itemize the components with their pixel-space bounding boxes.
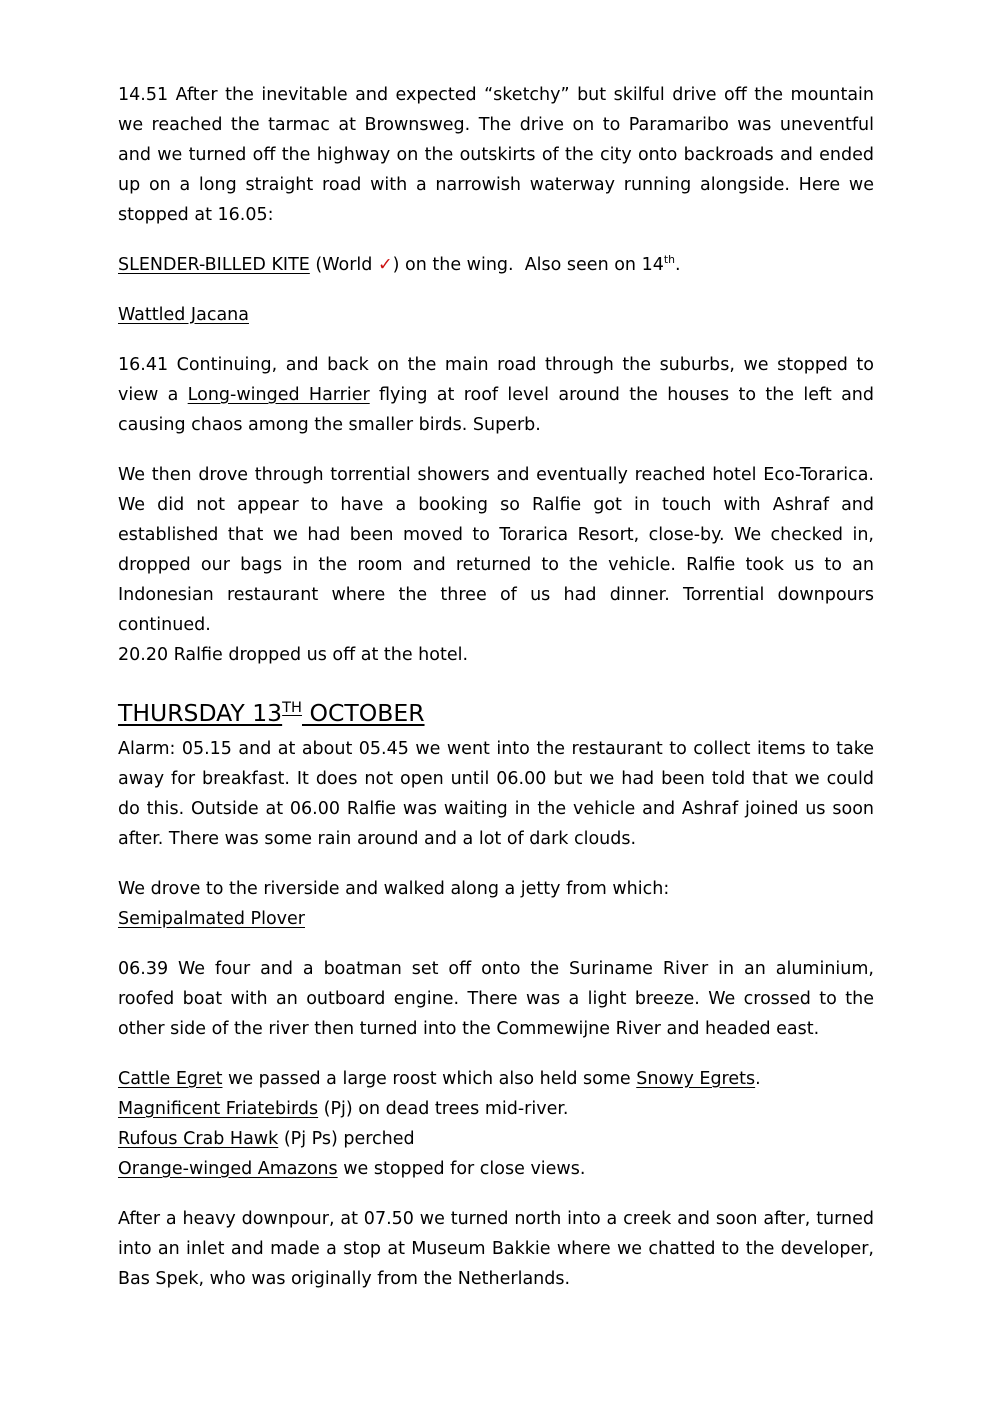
- text-run: we stopped for close views.: [337, 1159, 586, 1179]
- para-0639-boat: [118, 954, 874, 1044]
- para-riverside-jetty: [118, 874, 874, 904]
- text-run: Alarm: 05.15 and at about 05.45 we went into the restaurant to collect items to take away for breakfast. It does not open until 06.00 but we had been told that we could do this. Outside at 06.00 Ralfie was waiting in the vehicle and Ashraf joined us soon after. There was some rain around and a lot of dark clouds.: [118, 739, 874, 849]
- para-magnificent-friatebirds: [118, 1094, 874, 1124]
- text-run: ) on the wing. Also seen on 14: [392, 255, 664, 275]
- text-run: (World: [309, 255, 378, 275]
- checkmark-icon: ✓: [377, 255, 393, 275]
- text-run: th: [663, 253, 675, 267]
- text-run: 06.39 We four and a boatman set off onto the Suriname River in an aluminium, roofed boat with an outboard engine. There was a light breeze. We crossed to the other side of the river then turned into the Commewijne River and headed east.: [118, 959, 874, 1039]
- para-museum-bakkie: [118, 1204, 874, 1294]
- text-run: After a heavy downpour, at 07.50 we turned north into a creek and soon after, turned into an inlet and made a stop at Museum Bakkie where we chatted to the developer, Bas Spek, who was originally from the Netherlands.: [118, 1209, 874, 1289]
- text-run: We then drove through torrential showers and eventually reached hotel Eco-Torarica. We did not appear to have a booking so Ralfie got in touch with Ashraf and established that we had been moved to Torarica Resort, close-by. We checked in, dropped our bags in the room and returned to the vehicle. Ralfie took us to an Indonesian restaurant where the three of us had dinner. Torrential downpours continued.: [118, 465, 874, 635]
- text-run: 14.51 After the inevitable and expected “sketchy” but skilful drive off the mountain we reached the tarmac at Brownsweg. The drive on to Paramaribo was uneventful and we turned off the highway on the outskirts of the city onto backroads and ended up on a long straight road with a narrowish waterway running alongside. Here we stopped at 16.05:: [118, 85, 874, 225]
- para-wattled-jacana: [118, 300, 874, 330]
- text-run: TH: [282, 699, 302, 717]
- para-hotel-evening: [118, 460, 874, 640]
- para-orange-winged-amazons: [118, 1154, 874, 1184]
- para-1641-harrier: [118, 350, 874, 440]
- text-run: 20.20 Ralfie dropped us off at the hotel.: [118, 645, 469, 665]
- text-run: .: [674, 255, 681, 275]
- bird-name: Wattled Jacana: [118, 305, 249, 325]
- heading-thursday-13-october: [118, 696, 874, 730]
- para-alarm-breakfast: [118, 734, 874, 854]
- text-run: we passed a large roost which also held some: [222, 1069, 637, 1089]
- para-slender-billed-kite: [118, 250, 874, 280]
- bird-name: Orange-winged Amazons: [118, 1159, 338, 1179]
- text-run: We drove to the riverside and walked along a jetty from which:: [118, 879, 670, 899]
- bird-name: Cattle Egret: [118, 1069, 223, 1089]
- text-run: OCTOBER: [302, 699, 425, 727]
- bird-name: Long-winged Harrier: [187, 385, 370, 405]
- text-run: (Pj) on dead trees mid-river.: [318, 1099, 569, 1119]
- para-cattle-egret: [118, 1064, 874, 1094]
- bird-name: Magnificent Friatebirds: [118, 1099, 319, 1119]
- text-run: 16.41 Continuing, and back on the main road through the suburbs, we stopped to view a: [118, 355, 874, 405]
- para-rufous-crab-hawk: [118, 1124, 874, 1154]
- bird-name: Snowy Egrets: [636, 1069, 756, 1089]
- bird-name: SLENDER-BILLED KITE: [118, 255, 310, 275]
- bird-name: Semipalmated Plover: [118, 909, 305, 929]
- text-run: flying at roof level around the houses to the left and causing chaos among the smaller birds. Superb.: [118, 385, 874, 435]
- bird-name: Rufous Crab Hawk: [118, 1129, 279, 1149]
- text-run: (Pj Ps) perched: [278, 1129, 415, 1149]
- text-run: .: [755, 1069, 761, 1089]
- para-semipalmated-plover: [118, 904, 874, 934]
- text-run: THURSDAY 13: [118, 699, 283, 727]
- para-1451-drive: [118, 80, 874, 230]
- para-2020-dropoff: [118, 640, 874, 670]
